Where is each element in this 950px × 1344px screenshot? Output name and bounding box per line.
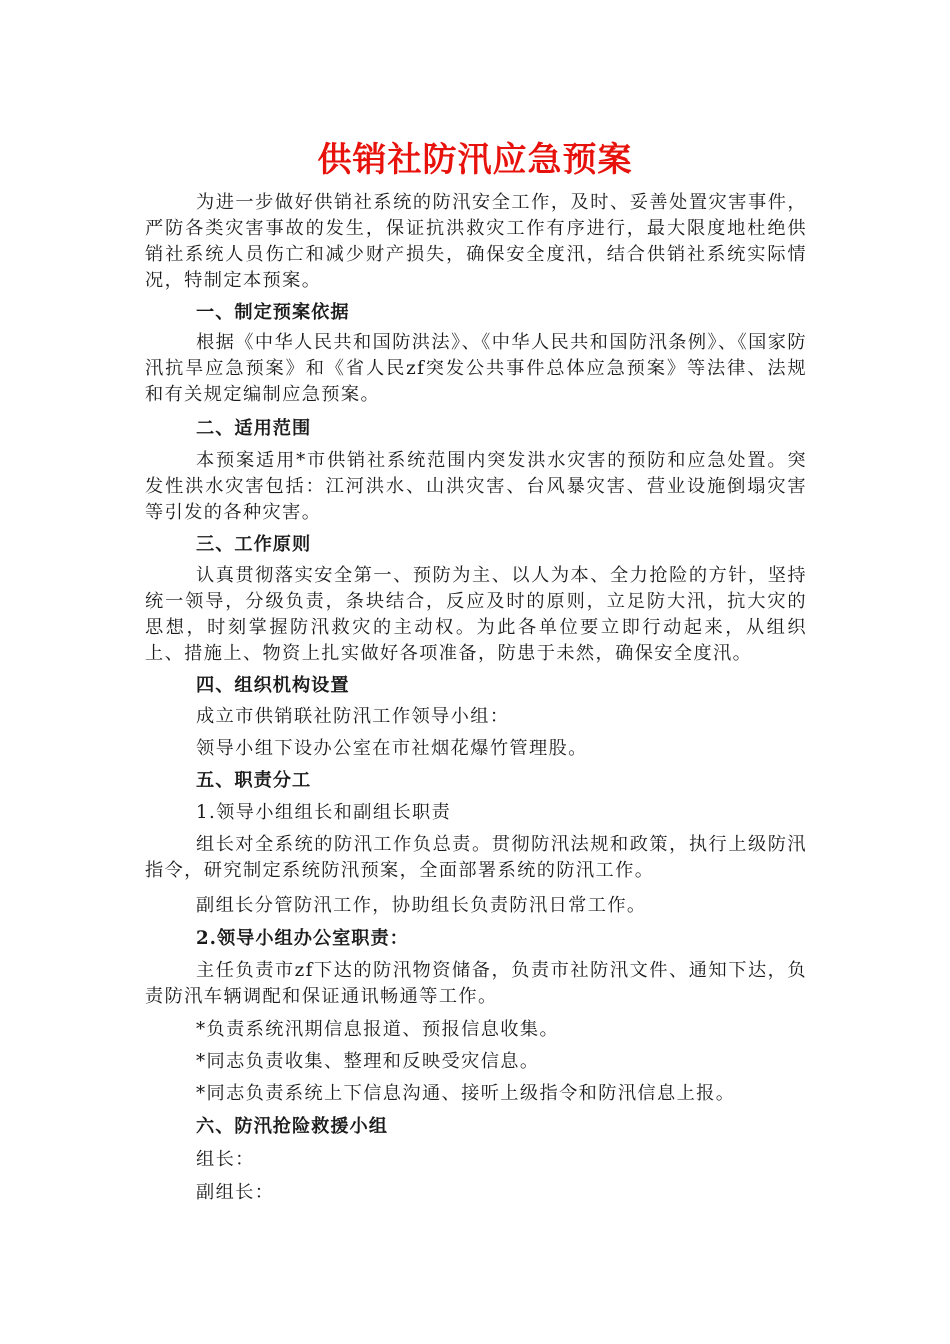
intro-paragraph: 为进一步做好供销社系统的防汛安全工作，及时、妥善处置灾害事件，严防各类灾害事故的发生，保证抗洪救灾工作有序进行，最大限度地杜绝供销社系统人员伤亡和减少财产损失，确保安全度汛，结合供销社系统实际情况，特制定本预案。 (145, 192, 807, 291)
section-5-p2: 副组长分管防汛工作，协助组长负责防汛日常工作。 (196, 895, 647, 916)
section-5-p6: *同志负责系统上下信息沟通、接听上级指令和防汛信息上报。 (196, 1083, 736, 1104)
section-5-p5: *同志负责收集、整理和反映受灾信息。 (196, 1051, 540, 1072)
section-2-text: 本预案适用*市供销社系统范围内突发洪水灾害的预防和应急处置。突发性洪水灾害包括：江河洪水、山洪灾害、台风暴灾害、营业设施倒塌灾害等引发的各种灾害。 (145, 450, 807, 523)
document-title: 供销社防汛应急预案 (317, 140, 633, 180)
section-5-p3: 主任负责市zf下达的防汛物资储备，负责市社防汛文件、通知下达，负责防汛车辆调配和保证通讯畅通等工作。 (145, 960, 807, 1007)
section-4-p1: 成立市供销联社防汛工作领导小组： (196, 706, 510, 727)
section-5-sub2: 2.领导小组办公室职责： (196, 928, 409, 949)
section-5-p1: 组长对全系统的防汛工作负总责。贯彻防汛法规和政策，执行上级防汛指令，研究制定系统防汛预案，全面部署系统的防汛工作。 (145, 834, 807, 881)
section-4-p2: 领导小组下设办公室在市社烟花爆竹管理股。 (196, 738, 588, 759)
section-5-p4: *负责系统汛期信息报道、预报信息收集。 (196, 1019, 560, 1040)
section-5-heading: 五、职责分工 (196, 770, 312, 791)
section-3-heading: 三、工作原则 (196, 534, 312, 555)
section-4-heading: 四、组织机构设置 (196, 675, 350, 696)
section-2-heading: 二、适用范围 (196, 418, 312, 439)
section-1-heading: 一、制定预案依据 (196, 302, 350, 323)
section-6-heading: 六、防汛抢险救援小组 (196, 1116, 388, 1137)
section-1-text: 根据《中华人民共和国防洪法》、《中华人民共和国防汛条例》、《国家防汛抗旱应急预案》和《省人民zf突发公共事件总体应急预案》等法律、法规和有关规定编制应急预案。 (145, 332, 807, 405)
section-6-p2: 副组长： (196, 1182, 275, 1203)
section-5-sub1: 1.领导小组组长和副组长职责 (196, 802, 452, 823)
section-3-text: 认真贯彻落实安全第一、预防为主、以人为本、全力抢险的方针，坚持统一领导，分级负责，条块结合，反应及时的原则，立足防大汛，抗大灾的思想，时刻掌握防汛救灾的主动权。为此各单位要立即行动起来，从组织上、措施上、物资上扎实做好各项准备，防患于未然，确保安全度汛。 (145, 565, 807, 664)
section-6-p1: 组长： (196, 1149, 255, 1170)
